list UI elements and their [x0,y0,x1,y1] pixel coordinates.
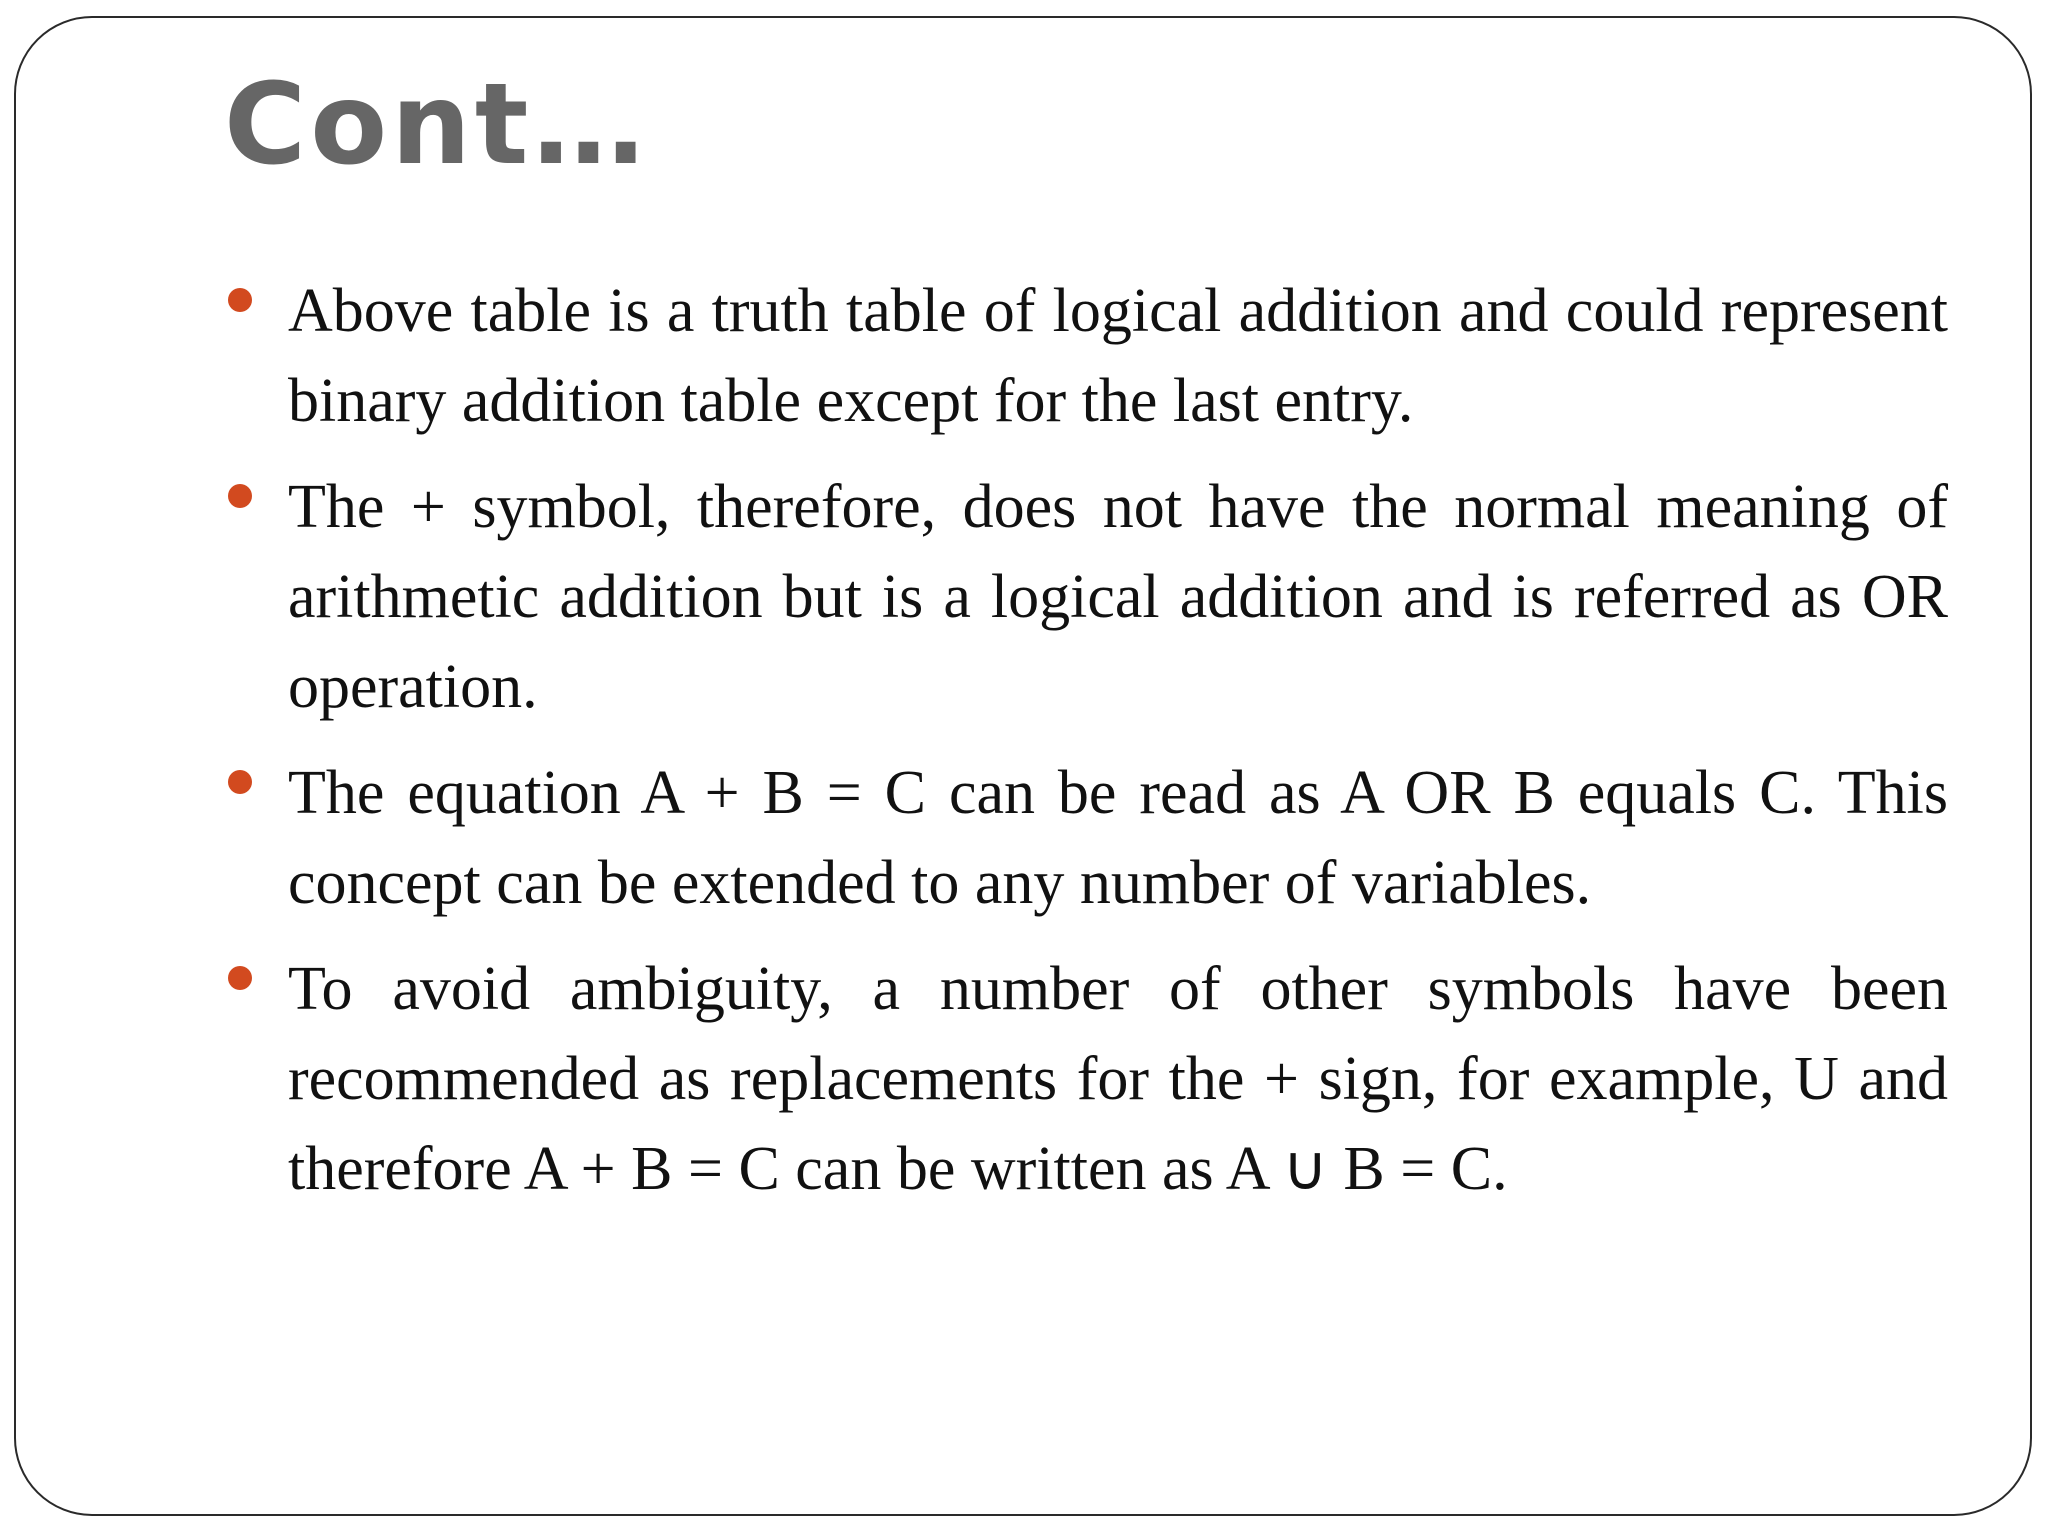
bullet-dot-icon [228,288,252,312]
bullet-text: To avoid ambiguity, a number of other symbols have been recommended as replacements for the + sign, for example, U and therefore A + B = C can be written as A ∪ B = C. [288,955,1948,1203]
bullet-dot-icon [228,484,252,508]
bullet-item [226,462,1948,732]
slide [14,16,2032,1516]
bullet-dot-icon [228,770,252,794]
bullet-item [226,266,1948,446]
bullet-dot-icon [228,966,252,990]
bullet-text: The equation A + B = C can be read as A OR B equals C. This concept can be extended to any number of variables. [288,759,1948,917]
bullet-text: The + symbol, therefore, does not have the normal meaning of arithmetic addition but is a logical addition and is referred as OR operation. [288,473,1948,721]
bullet-item [226,748,1948,928]
bullet-item [226,944,1948,1214]
bullet-list [226,266,1948,1230]
bullet-text: Above table is a truth table of logical addition and could represent binary addition table except for the last entry. [288,277,1948,435]
slide-title: Cont… [224,60,649,190]
